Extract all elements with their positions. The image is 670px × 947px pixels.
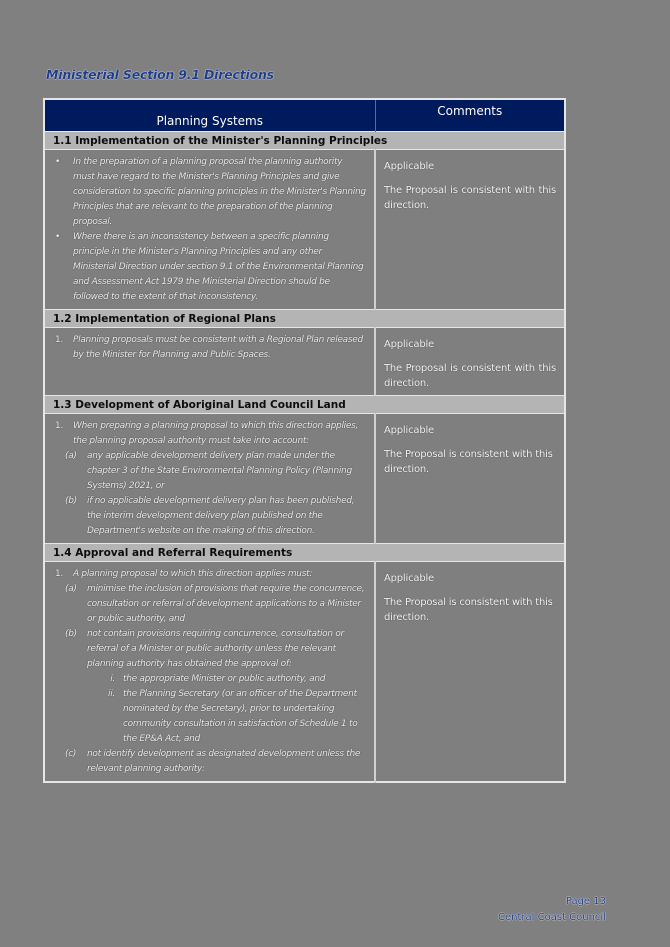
page-heading: Ministerial Section 9.1 Directions <box>46 67 274 82</box>
planning-systems-cell <box>44 328 375 396</box>
sub-sub-list-item-text: the Planning Secretary (or an officer of the Department nominated by the Secretary), prior to undertaking community consultation in satisfaction of Schedule 1 to the EP&A Act, and <box>123 689 358 744</box>
sub-list-marker: (a) <box>65 584 77 594</box>
sub-list-marker: (b) <box>65 629 77 639</box>
column-header-planning-systems: Planning Systems <box>44 99 375 132</box>
table-header-row <box>44 99 565 132</box>
table-row <box>44 414 565 544</box>
comment-status: Applicable <box>384 425 434 436</box>
comment-status: Applicable <box>384 573 434 584</box>
comments-cell <box>375 562 565 783</box>
sub-list-item-text: not identify development as designated development unless the relevant planning authority: <box>87 749 361 774</box>
table-row <box>44 562 565 783</box>
list-item-text: Where there is an inconsistency between a specific planning principle in the Minister's Planning Principles and any other Ministerial Direction under section 9.1 of the Environmental Planning and Assessment Act 1979 the Ministerial Direction should be followed to the extent of that inconsistency. <box>73 232 364 302</box>
sub-list-item <box>53 627 366 672</box>
column-header-comments: Comments <box>375 99 565 132</box>
sub-list-item <box>53 747 366 777</box>
planning-systems-cell <box>44 414 375 544</box>
directions-table <box>43 98 566 783</box>
planning-systems-cell <box>44 150 375 310</box>
section-header-row <box>44 310 565 328</box>
table-row <box>44 150 565 310</box>
sub-sub-list-marker: i. <box>110 674 115 684</box>
list-item <box>53 567 366 582</box>
comments-cell <box>375 328 565 396</box>
comment-status: Applicable <box>384 161 434 172</box>
bullet-icon: • <box>55 232 61 242</box>
section-title: 1.2 Implementation of Regional Plans <box>44 310 565 328</box>
sub-list-item-text: any applicable development delivery plan made under the chapter 3 of the State Environmental Planning Policy (Planning Systems) 2021, or <box>87 451 352 491</box>
page-footer <box>498 894 606 926</box>
sub-list-item <box>53 449 366 494</box>
section-title: 1.3 Development of Aboriginal Land Council Land <box>44 396 565 414</box>
sub-list-item-text: minimise the inclusion of provisions that require the concurrence, consultation or referral of development applications to a Minister or public authority, and <box>87 584 365 624</box>
list-number: 1. <box>55 421 63 431</box>
sub-list-marker: (a) <box>65 451 77 461</box>
list-item-text: In the preparation of a planning proposal the planning authority must have regard to the Minister's Planning Principles and give consideration to specific planning principles in the Minister's Planning Principles that are relevant to the preparation of the planning proposal. <box>73 157 366 227</box>
list-item-text: A planning proposal to which this direction applies must: <box>73 569 313 579</box>
sub-sub-list-marker: ii. <box>108 689 115 699</box>
sub-list-item <box>53 582 366 627</box>
organisation-name: Central Coast Council <box>498 912 606 923</box>
section-title: 1.1 Implementation of the Minister's Planning Principles <box>44 132 565 150</box>
sub-sub-list-item-text: the appropriate Minister or public authority, and <box>123 674 326 684</box>
list-number: 1. <box>55 335 63 345</box>
bullet-icon: • <box>55 157 61 167</box>
section-title: 1.4 Approval and Referral Requirements <box>44 544 565 562</box>
sub-list-item <box>53 494 366 539</box>
page-number: Page 13 <box>565 896 606 907</box>
list-item-text: Planning proposals must be consistent with a Regional Plan released by the Minister for Planning and Public Spaces. <box>73 335 363 360</box>
list-item <box>53 230 366 305</box>
comment-text: The Proposal is consistent with this direction. <box>384 185 556 211</box>
table-row <box>44 328 565 396</box>
sub-list-item-text: if no applicable development delivery plan has been published, the interim development delivery plan published on the Department's website on the making of this direction. <box>87 496 355 536</box>
sub-sub-list-item <box>53 687 366 747</box>
list-item <box>53 419 366 449</box>
comments-cell <box>375 414 565 544</box>
comment-text: The Proposal is consistent with this direction. <box>384 363 556 389</box>
planning-systems-cell <box>44 562 375 783</box>
comment-status: Applicable <box>384 339 434 350</box>
list-item-text: When preparing a planning proposal to which this direction applies, the planning proposal authority must take into account: <box>73 421 359 446</box>
section-header-row <box>44 132 565 150</box>
section-header-row <box>44 544 565 562</box>
comment-text: The Proposal is consistent with this direction. <box>384 597 553 623</box>
sub-list-item-text: not contain provisions requiring concurrence, consultation or referral of a Minister or public authority unless the relevant planning authority has obtained the approval of: <box>87 629 344 669</box>
section-header-row <box>44 396 565 414</box>
comments-cell <box>375 150 565 310</box>
sub-list-marker: (b) <box>65 496 77 506</box>
sub-sub-list-item <box>53 672 366 687</box>
list-number: 1. <box>55 569 63 579</box>
list-item <box>53 333 366 363</box>
list-item <box>53 155 366 230</box>
comment-text: The Proposal is consistent with this direction. <box>384 449 553 475</box>
sub-list-marker: (c) <box>65 749 77 759</box>
